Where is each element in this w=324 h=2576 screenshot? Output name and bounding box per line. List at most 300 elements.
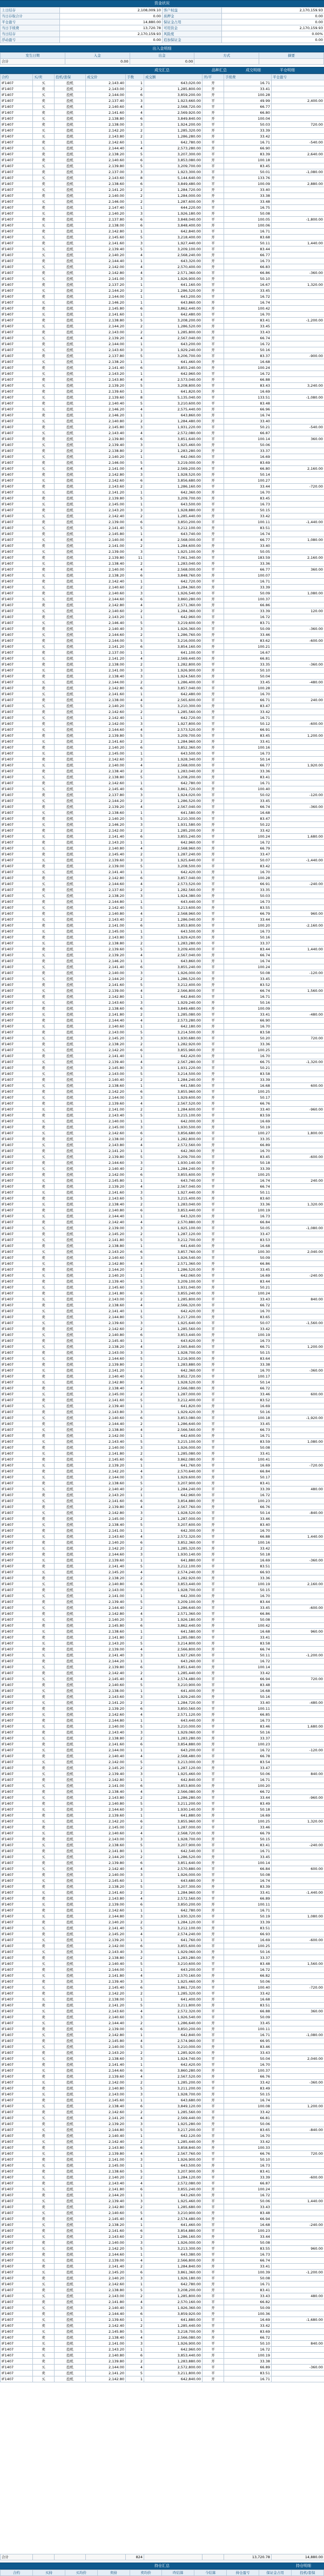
trade-amount: 1,284,240.00	[144, 1077, 202, 1083]
trade-side: 买	[33, 858, 55, 864]
trade-contract: IF1407	[1, 2335, 33, 2341]
trade-fee: 33.41	[224, 739, 272, 745]
trade-fee: 33.43	[224, 1297, 272, 1303]
trade-contract: IF1407	[1, 1617, 33, 1623]
trade-fee: 100.19	[224, 2353, 272, 2359]
trade-pnl	[272, 1997, 324, 2003]
trade-hedge: 投机	[55, 1759, 86, 1765]
trade-side: 买	[33, 276, 55, 282]
trade-open-close: 开	[202, 1712, 224, 1718]
trade-pnl: -1,200.00	[272, 2270, 324, 2276]
trade-lots: 2	[126, 1920, 144, 1926]
trade-contract: IF1407	[1, 395, 33, 401]
trade-header-amount: 成交额	[144, 74, 202, 80]
trade-lots: 1	[126, 780, 144, 786]
trade-amount: 3,210,000.00	[144, 1724, 202, 1730]
trade-hedge: 投机	[55, 2365, 86, 2371]
trade-pnl: -840.00	[272, 2127, 324, 2133]
trade-amount: 2,568,960.00	[144, 846, 202, 852]
trade-row	[1, 1943, 324, 1949]
trade-row	[1, 288, 324, 294]
trade-lots: 1	[126, 531, 144, 537]
trade-price: 2,141.00	[86, 923, 126, 929]
trade-side: 卖	[33, 2074, 55, 2080]
trade-pnl	[272, 1575, 324, 1581]
trade-side: 买	[33, 1724, 55, 1730]
trade-amount: 1,930,500.00	[144, 1125, 202, 1131]
trade-side: 买	[33, 1000, 55, 1006]
trade-fee: 16.73	[224, 258, 272, 264]
trade-open-close: 开	[202, 2098, 224, 2104]
trade-pnl	[272, 187, 324, 193]
trade-fee: 100.17	[224, 1374, 272, 1380]
trade-open-close: 开	[202, 1166, 224, 1172]
trade-pnl	[272, 1030, 324, 1036]
trade-lots: 4	[126, 1647, 144, 1653]
trade-price: 2,142.40	[86, 579, 126, 585]
trade-pnl	[272, 1303, 324, 1308]
trade-total-lots: 824	[126, 2554, 144, 2560]
trade-price: 2,144.00	[86, 1095, 126, 1101]
trade-hedge: 投机	[55, 769, 86, 775]
link-product-summary[interactable]: 品种汇总	[212, 67, 227, 73]
trade-side: 买	[33, 525, 55, 531]
trade-hedge: 投机	[55, 674, 86, 680]
trade-amount: 2,570,880.00	[144, 1866, 202, 1872]
trade-hedge: 投机	[55, 270, 86, 276]
trade-side: 卖	[33, 353, 55, 359]
trade-open-close: 开	[202, 1386, 224, 1392]
trade-pnl: 2,880.00	[272, 181, 324, 187]
trade-pnl: 2,160.00	[272, 1581, 324, 1587]
trade-fee: 66.94	[224, 1676, 272, 1682]
trade-price: 2,139.40	[86, 1979, 126, 1985]
trade-pnl: -600.00	[272, 1154, 324, 1160]
trade-price: 2,142.60	[86, 1131, 126, 1136]
trade-price: 2,143.00	[86, 2293, 126, 2299]
trade-contract: IF1407	[1, 324, 33, 330]
trade-contract: IF1407	[1, 1190, 33, 1196]
trade-open-close: 平	[202, 2204, 224, 2210]
trade-pnl: -1,560.00	[272, 1320, 324, 1326]
trade-price: 2,143.80	[86, 134, 126, 140]
trade-pnl	[272, 1433, 324, 1439]
trade-side: 买	[33, 324, 55, 330]
trade-side: 买	[33, 454, 55, 460]
trade-hedge: 投机	[55, 1712, 86, 1718]
trade-contract: IF1407	[1, 1890, 33, 1896]
trade-side: 卖	[33, 2204, 55, 2210]
trade-price: 2,140.40	[86, 2133, 126, 2139]
trade-fee: 83.47	[224, 703, 272, 709]
trade-contract: IF1407	[1, 1510, 33, 1516]
trade-fee: 33.42	[224, 2109, 272, 2115]
trade-price: 2,138.80	[86, 1427, 126, 1433]
trade-open-close: 平	[202, 1564, 224, 1570]
trade-pnl: -360.00	[272, 804, 324, 810]
trade-pnl: -540.00	[272, 424, 324, 430]
trade-open-close: 平	[202, 241, 224, 246]
trade-hedge: 投机	[55, 211, 86, 217]
trade-hedge: 投机	[55, 2252, 86, 2258]
trade-lots: 6	[126, 1374, 144, 1380]
trade-open-close: 开	[202, 1949, 224, 1955]
trade-open-close: 平	[202, 941, 224, 947]
trade-hedge: 投机	[55, 686, 86, 691]
trade-pnl	[272, 1759, 324, 1765]
trade-amount: 3,214,800.00	[144, 1641, 202, 1647]
trade-hedge: 投机	[55, 721, 86, 727]
trade-amount: 3,853,800.00	[144, 1783, 202, 1789]
trade-fee: 66.76	[224, 1101, 272, 1107]
trade-price: 2,139.60	[86, 1320, 126, 1326]
trade-contract: IF1407	[1, 235, 33, 241]
trade-price: 2,139.40	[86, 1403, 126, 1409]
trade-lots: 6	[126, 2311, 144, 2317]
trade-side: 卖	[33, 982, 55, 988]
trade-lots: 6	[126, 834, 144, 840]
trade-amount: 3,851,640.00	[144, 1860, 202, 1866]
trade-open-close: 开	[202, 2240, 224, 2246]
trade-side: 买	[33, 252, 55, 258]
trade-pnl	[272, 1742, 324, 1748]
trade-fee: 66.84	[224, 1220, 272, 1225]
trade-hedge: 投机	[55, 2376, 86, 2382]
trade-hedge: 投机	[55, 430, 86, 436]
trade-price: 2,142.80	[86, 270, 126, 276]
trade-amount: 1,929,420.00	[144, 935, 202, 941]
trade-contract: IF1407	[1, 187, 33, 193]
trade-pnl	[272, 1113, 324, 1119]
trade-pnl: 2,640.00	[272, 152, 324, 157]
trade-contract: IF1407	[1, 152, 33, 157]
trade-amount: 2,569,920.00	[144, 110, 202, 116]
trade-side: 卖	[33, 1362, 55, 1368]
trade-lots: 6	[126, 1208, 144, 1214]
trade-row	[1, 2210, 324, 2216]
trade-side: 买	[33, 2032, 55, 2038]
trade-lots: 4	[126, 911, 144, 917]
trade-row	[1, 1991, 324, 1997]
trade-side: 买	[33, 383, 55, 389]
link-position-details[interactable]: 持仓明细	[296, 2563, 311, 2569]
trade-fee: 33.45	[224, 1267, 272, 1273]
trade-contract: IF1407	[1, 1807, 33, 1813]
trade-price: 2,143.60	[86, 1694, 126, 1700]
trade-lots: 1	[126, 869, 144, 875]
trade-side: 买	[33, 988, 55, 994]
trade-price: 2,142.00	[86, 1172, 126, 1178]
trade-fee: 83.45	[224, 163, 272, 169]
trade-lots: 3	[126, 1730, 144, 1736]
link-trade-details[interactable]: 成交明细	[246, 67, 261, 73]
trade-fee: 16.69	[224, 1813, 272, 1819]
trade-pnl	[272, 1006, 324, 1012]
trade-open-close: 开	[202, 1641, 224, 1647]
trade-amount: 2,572,560.00	[144, 1142, 202, 1148]
trade-hedge: 投机	[55, 917, 86, 923]
link-close-details[interactable]: 平仓明细	[280, 67, 295, 73]
trade-hedge: 投机	[55, 2228, 86, 2234]
trade-amount: 643,740.00	[144, 531, 202, 537]
trade-side: 卖	[33, 1208, 55, 1214]
trade-open-close: 开	[202, 128, 224, 134]
trade-pnl: 2,040.00	[272, 2056, 324, 2062]
trade-open-close: 开	[202, 1314, 224, 1320]
trade-price: 2,142.60	[86, 1326, 126, 1332]
trade-amount: 2,567,040.00	[144, 335, 202, 341]
trade-pnl	[272, 1255, 324, 1261]
trade-row	[1, 347, 324, 353]
trade-hedge: 投机	[55, 466, 86, 472]
trade-row	[1, 2264, 324, 2270]
trade-amount: 1,286,640.00	[144, 1605, 202, 1611]
trade-hedge: 投机	[55, 2080, 86, 2086]
trade-fee: 33.42	[224, 2139, 272, 2145]
trade-amount: 3,208,500.00	[144, 864, 202, 869]
trade-row	[1, 413, 324, 419]
trade-side: 卖	[33, 709, 55, 715]
trade-price: 2,140.60	[86, 1255, 126, 1261]
trade-side: 买	[33, 1475, 55, 1481]
trade-lots: 1	[126, 2282, 144, 2287]
trade-pnl	[272, 757, 324, 763]
trade-row	[1, 246, 324, 252]
trade-price: 2,144.40	[86, 1214, 126, 1220]
trade-fee: 100.23	[224, 1498, 272, 1504]
trade-pnl	[272, 1119, 324, 1125]
trade-amount: 3,849,480.00	[144, 1006, 202, 1012]
trade-amount: 3,848,040.00	[144, 217, 202, 223]
trade-side: 卖	[33, 1528, 55, 1534]
trade-price: 2,138.60	[86, 181, 126, 187]
trade-contract: IF1407	[1, 1350, 33, 1356]
trade-open-close: 开	[202, 359, 224, 365]
trade-open-close: 平	[202, 715, 224, 721]
trade-amount: 3,218,400.00	[144, 235, 202, 241]
trade-hedge: 投机	[55, 1973, 86, 1979]
trade-pnl	[272, 1481, 324, 1486]
trade-contract: IF1407	[1, 1682, 33, 1688]
trade-contract: IF1407	[1, 650, 33, 656]
trade-row	[1, 1439, 324, 1445]
trade-contract: IF1407	[1, 780, 33, 786]
trade-fee: 16.72	[224, 840, 272, 846]
trade-fee: 16.70	[224, 1368, 272, 1374]
trade-lots: 3	[126, 668, 144, 674]
trade-hedge: 投机	[55, 2121, 86, 2127]
trade-price: 2,138.20	[86, 1884, 126, 1890]
trade-fee: 100.14	[224, 1664, 272, 1670]
trade-pnl: 1,320.00	[272, 282, 324, 288]
trade-row	[1, 2026, 324, 2032]
trade-row	[1, 1326, 324, 1332]
trade-lots: 4	[126, 466, 144, 472]
trade-contract: IF1407	[1, 2246, 33, 2252]
trade-hedge: 投机	[55, 715, 86, 721]
trade-fee: 50.16	[224, 1409, 272, 1415]
trade-open-close: 平	[202, 864, 224, 869]
trade-contract: IF1407	[1, 638, 33, 644]
trade-lots: 4	[126, 1018, 144, 1024]
trade-lots: 6	[126, 1131, 144, 1136]
trade-fee: 33.38	[224, 193, 272, 199]
trade-fee: 100.24	[224, 365, 272, 371]
trade-contract: IF1407	[1, 157, 33, 163]
trade-open-close: 平	[202, 1113, 224, 1119]
trade-pnl	[272, 2276, 324, 2282]
trade-price: 2,137.60	[86, 887, 126, 893]
trade-price: 2,138.60	[86, 1629, 126, 1635]
trade-open-close: 平	[202, 858, 224, 864]
trade-open-close: 平	[202, 1587, 224, 1593]
trade-hedge: 投机	[55, 1635, 86, 1641]
trade-hedge: 投机	[55, 2287, 86, 2293]
trade-fee: 16.70	[224, 1024, 272, 1030]
trade-price: 2,139.20	[86, 1937, 126, 1943]
trade-fee: 66.88	[224, 377, 272, 383]
trade-contract: IF1407	[1, 775, 33, 780]
trade-row	[1, 846, 324, 852]
trade-fee: 66.91	[224, 727, 272, 733]
trade-row	[1, 1392, 324, 1397]
trade-side: 买	[33, 953, 55, 958]
trade-amount: 3,209,700.00	[144, 1154, 202, 1160]
trade-pnl	[272, 1635, 324, 1641]
trade-row	[1, 531, 324, 537]
trade-open-close: 开	[202, 276, 224, 282]
trade-fee: 100.20	[224, 923, 272, 929]
trade-lots: 5	[126, 1599, 144, 1605]
trade-side: 买	[33, 822, 55, 828]
trade-side: 卖	[33, 2062, 55, 2068]
trade-hedge: 投机	[55, 1611, 86, 1617]
trade-open-close: 开	[202, 1570, 224, 1575]
trade-amount: 3,211,800.00	[144, 2003, 202, 2009]
trade-open-close: 开	[202, 478, 224, 484]
trade-lots: 3	[126, 241, 144, 246]
trade-amount: 642,420.00	[144, 1053, 202, 1059]
trade-amount: 3,216,000.00	[144, 638, 202, 644]
trade-contract: IF1407	[1, 644, 33, 650]
trade-lots: 4	[126, 1059, 144, 1065]
trade-hedge: 投机	[55, 1172, 86, 1178]
trade-contract: IF1407	[1, 1979, 33, 1985]
trade-amount: 643,260.00	[144, 2193, 202, 2198]
trade-open-close: 开	[202, 193, 224, 199]
trade-open-close: 开	[202, 2020, 224, 2026]
trade-pnl	[272, 288, 324, 294]
trade-hedge: 投机	[55, 2175, 86, 2181]
trade-contract: IF1407	[1, 1374, 33, 1380]
trade-pnl: -600.00	[272, 721, 324, 727]
trade-pnl	[272, 1813, 324, 1819]
trade-fee: 16.68	[224, 1997, 272, 2003]
trade-price: 2,139.00	[86, 1647, 126, 1653]
trade-amount: 2,570,160.00	[144, 1973, 202, 1979]
trade-pnl	[272, 513, 324, 519]
trade-row	[1, 715, 324, 721]
deposit-header-date: 发生日期	[1, 53, 65, 59]
trade-hedge: 投机	[55, 691, 86, 697]
trade-lots: 4	[126, 1831, 144, 1837]
trade-hedge: 投机	[55, 241, 86, 246]
trade-fee: 100.04	[224, 116, 272, 122]
trade-open-close: 平	[202, 626, 224, 632]
trade-lots: 3	[126, 935, 144, 941]
trade-row	[1, 116, 324, 122]
trade-lots: 4	[126, 1469, 144, 1475]
trade-side: 买	[33, 1202, 55, 1208]
trade-contract: IF1407	[1, 502, 33, 508]
trade-pnl	[272, 1777, 324, 1783]
trade-row	[1, 496, 324, 502]
trade-fee: 66.72	[224, 1303, 272, 1308]
trade-amount: 642,480.00	[144, 312, 202, 318]
trade-hedge: 投机	[55, 1955, 86, 1961]
trade-hedge: 投机	[55, 923, 86, 929]
trade-row	[1, 241, 324, 246]
trade-side: 卖	[33, 887, 55, 893]
trade-contract: IF1407	[1, 614, 33, 620]
trade-row	[1, 1059, 324, 1065]
trade-contract: IF1407	[1, 2317, 33, 2323]
trade-amount: 1,282,800.00	[144, 1136, 202, 1142]
trade-row	[1, 1765, 324, 1771]
trade-row	[1, 1931, 324, 1937]
trade-hedge: 投机	[55, 1427, 86, 1433]
trade-side: 卖	[33, 2228, 55, 2234]
trade-contract: IF1407	[1, 1759, 33, 1765]
trade-pnl	[272, 887, 324, 893]
trade-lots: 1	[126, 2317, 144, 2323]
trade-hedge: 投机	[55, 460, 86, 466]
trade-open-close: 开	[202, 146, 224, 152]
trade-price: 2,145.40	[86, 786, 126, 792]
trade-fee: 83.37	[224, 353, 272, 359]
trade-amount: 1,930,680.00	[144, 1036, 202, 1042]
trade-lots: 2	[126, 608, 144, 614]
trade-pnl: 1,080.00	[272, 1439, 324, 1445]
trade-hedge: 投机	[55, 2026, 86, 2032]
trade-lots: 5	[126, 246, 144, 252]
trade-header-row	[1, 74, 324, 80]
trade-fee: 66.76	[224, 1504, 272, 1510]
trade-pnl: 3,240.00	[272, 383, 324, 389]
trade-fee: 100.19	[224, 1581, 272, 1587]
trade-pnl	[272, 1237, 324, 1243]
account-row	[1, 19, 324, 25]
trade-pnl	[272, 994, 324, 1000]
trade-open-close: 开	[202, 1878, 224, 1884]
trade-total-cell	[33, 2554, 55, 2560]
trade-open-close: 开	[202, 1955, 224, 1961]
trade-open-close: 开	[202, 620, 224, 626]
trade-contract: IF1407	[1, 1670, 33, 1676]
trade-side: 卖	[33, 1113, 55, 1119]
trade-contract: IF1407	[1, 389, 33, 395]
trade-table-wrap	[0, 74, 324, 2554]
trade-row	[1, 1854, 324, 1860]
trade-side: 买	[33, 478, 55, 484]
trade-price: 2,147.40	[86, 205, 126, 211]
trade-hedge: 投机	[55, 2181, 86, 2187]
trade-price: 2,137.80	[86, 792, 126, 798]
trade-row	[1, 1937, 324, 1943]
trade-side: 买	[33, 1071, 55, 1077]
trade-lots: 2	[126, 1166, 144, 1172]
trade-side: 买	[33, 1748, 55, 1753]
